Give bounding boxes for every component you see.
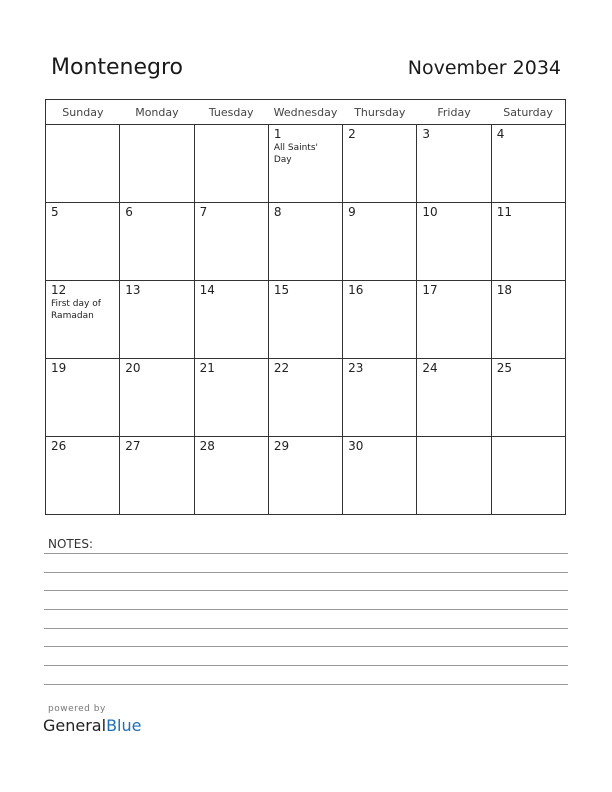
day-number: 15: [273, 283, 290, 297]
day-number: 3: [422, 127, 431, 141]
powered-by-text: powered by: [48, 704, 106, 714]
day-number: 9: [348, 205, 356, 219]
day-number: 22: [273, 361, 290, 375]
country-title: Montenegro: [51, 55, 184, 80]
day-cell: [194, 437, 268, 515]
holiday-label: First day of Ramadan: [51, 299, 101, 321]
day-cell: [268, 359, 342, 437]
day-number: 25: [496, 361, 512, 375]
notes-line: [44, 553, 568, 554]
day-cell: [120, 203, 194, 281]
notes-line: [44, 646, 568, 647]
day-cell: [491, 281, 565, 359]
brand-general: General: [43, 716, 107, 735]
month-year-title: November 2034: [407, 57, 561, 79]
day-number: 23: [348, 361, 364, 375]
day-number: 14: [199, 283, 215, 297]
day-cell: [491, 203, 565, 281]
day-cell: [417, 281, 491, 359]
day-number: 24: [422, 361, 438, 375]
day-number: 17: [422, 283, 438, 297]
weekday-sunday: Sunday: [46, 100, 120, 125]
generalblue-logo: [43, 716, 141, 735]
day-number: 1: [273, 127, 282, 141]
day-number: 10: [422, 205, 438, 219]
week-row: [46, 437, 566, 515]
week-row: [46, 203, 566, 281]
day-cell: [120, 437, 194, 515]
day-cell: [194, 359, 268, 437]
calendar-grid: [45, 99, 566, 515]
holiday-label: All Saints' Day: [273, 143, 318, 165]
notes-line: [44, 572, 568, 573]
day-number: 4: [496, 127, 505, 141]
day-number: 2: [348, 127, 356, 141]
day-cell: [491, 437, 565, 515]
day-cell: [46, 203, 120, 281]
day-number: 30: [348, 439, 364, 453]
day-number: 27: [125, 439, 141, 453]
day-cell: [343, 281, 417, 359]
day-cell: [194, 125, 268, 203]
day-number: 12: [51, 283, 67, 297]
day-cell: [343, 203, 417, 281]
week-row: [46, 125, 566, 203]
day-cell: [268, 125, 342, 203]
notes-line: [44, 628, 568, 629]
week-row: [46, 359, 566, 437]
notes-line: [44, 609, 568, 610]
day-cell: [120, 359, 194, 437]
day-cell: [417, 359, 491, 437]
day-cell: [268, 281, 342, 359]
day-cell: [491, 125, 565, 203]
day-number: 21: [199, 361, 215, 375]
weekday-header-row: [46, 100, 566, 125]
day-number: 18: [496, 283, 512, 297]
brand-blue: Blue: [106, 716, 142, 735]
day-cell: [417, 203, 491, 281]
day-cell: [343, 125, 417, 203]
day-number: 16: [348, 283, 364, 297]
day-cell: [194, 203, 268, 281]
day-cell: [120, 125, 194, 203]
day-number: 5: [51, 205, 59, 219]
day-cell: [46, 125, 120, 203]
weekday-wednesday: Wednesday: [268, 100, 342, 125]
day-number: 11: [496, 205, 512, 219]
weekday-monday: Monday: [120, 100, 194, 125]
day-cell: [343, 359, 417, 437]
weekday-tuesday: Tuesday: [194, 100, 268, 125]
day-cell: [46, 281, 120, 359]
day-cell: [120, 281, 194, 359]
day-number: 28: [199, 439, 215, 453]
notes-line: [44, 684, 568, 685]
notes-line: [44, 590, 568, 591]
weekday-friday: Friday: [417, 100, 491, 125]
day-number: 26: [51, 439, 67, 453]
day-number: 13: [125, 283, 141, 297]
day-cell: [268, 203, 342, 281]
day-number: 7: [199, 205, 208, 219]
day-cell: [268, 437, 342, 515]
notes-line: [44, 665, 568, 666]
day-number: 6: [125, 205, 133, 219]
day-number: 8: [273, 205, 282, 219]
day-number: 20: [125, 361, 141, 375]
day-cell: [491, 359, 565, 437]
week-row: [46, 281, 566, 359]
day-number: 29: [273, 439, 290, 453]
day-number: 19: [51, 361, 67, 375]
day-cell: [417, 437, 491, 515]
notes-label: NOTES:: [48, 537, 93, 551]
day-cell: [343, 437, 417, 515]
day-cell: [46, 359, 120, 437]
day-cell: [46, 437, 120, 515]
day-cell: [194, 281, 268, 359]
weekday-thursday: Thursday: [343, 100, 417, 125]
weekday-saturday: Saturday: [491, 100, 565, 125]
day-cell: [417, 125, 491, 203]
